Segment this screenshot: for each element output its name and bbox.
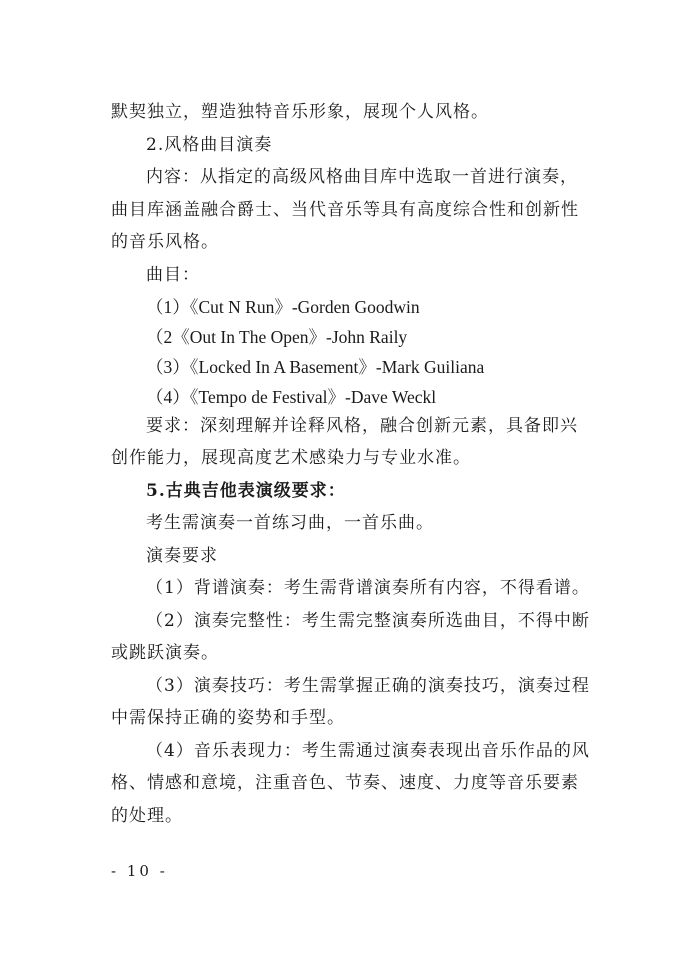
requirement-expression-line-2: 格、情感和意境，注重音色、节奏、速度、力度等音乐要素 <box>111 773 579 793</box>
repertoire-item-2: （2《Out In The Open》-John Raily <box>146 327 408 347</box>
repertoire-item-3: （3）《Locked In A Basement》-Mark Guiliana <box>146 357 485 377</box>
repertoire-item-1: （1）《Cut N Run》-Gorden Goodwin <box>146 297 420 317</box>
requirement-completeness-line-1: （2）演奏完整性：考生需完整演奏所选曲目，不得中断 <box>146 611 590 631</box>
requirement-technique-line-1: （3）演奏技巧：考生需掌握正确的演奏技巧，演奏过程 <box>146 676 590 696</box>
content-line-3: 的音乐风格。 <box>111 232 219 252</box>
repertoire-label: 曲目： <box>146 265 200 285</box>
content-line-2: 曲目库涵盖融合爵士、当代音乐等具有高度综合性和创新性 <box>111 200 579 220</box>
page-number: - 10 - <box>111 862 168 880</box>
content-line-1: 内容：从指定的高级风格曲目库中选取一首进行演奏， <box>146 167 578 187</box>
requirement-memorization: （1）背谱演奏：考生需背谱演奏所有内容，不得看谱。 <box>146 578 590 598</box>
paragraph-line-continuation: 默契独立，塑造独特音乐形象，展现个人风格。 <box>111 102 489 122</box>
classical-guitar-intro: 考生需演奏一首练习曲，一首乐曲。 <box>146 513 434 533</box>
requirement-technique-line-2: 中需保持正确的姿势和手型。 <box>111 708 345 728</box>
requirement-line-2: 创作能力，展现高度艺术感染力与专业水准。 <box>111 448 471 468</box>
requirement-expression-line-3: 的处理。 <box>111 806 183 826</box>
section-heading-classical-guitar: 5.古典吉他表演级要求： <box>146 481 346 501</box>
requirement-line-1: 要求：深刻理解并诠释风格，融合创新元素，具备即兴 <box>146 416 578 436</box>
requirement-expression-line-1: （4）音乐表现力：考生需通过演奏表现出音乐作品的风 <box>146 741 590 761</box>
section-heading-style-repertoire: 2.风格曲目演奏 <box>146 135 273 155</box>
repertoire-item-4: （4）《Tempo de Festival》-Dave Weckl <box>146 387 437 407</box>
performance-requirements-label: 演奏要求 <box>146 546 218 566</box>
requirement-completeness-line-2: 或跳跃演奏。 <box>111 643 219 663</box>
